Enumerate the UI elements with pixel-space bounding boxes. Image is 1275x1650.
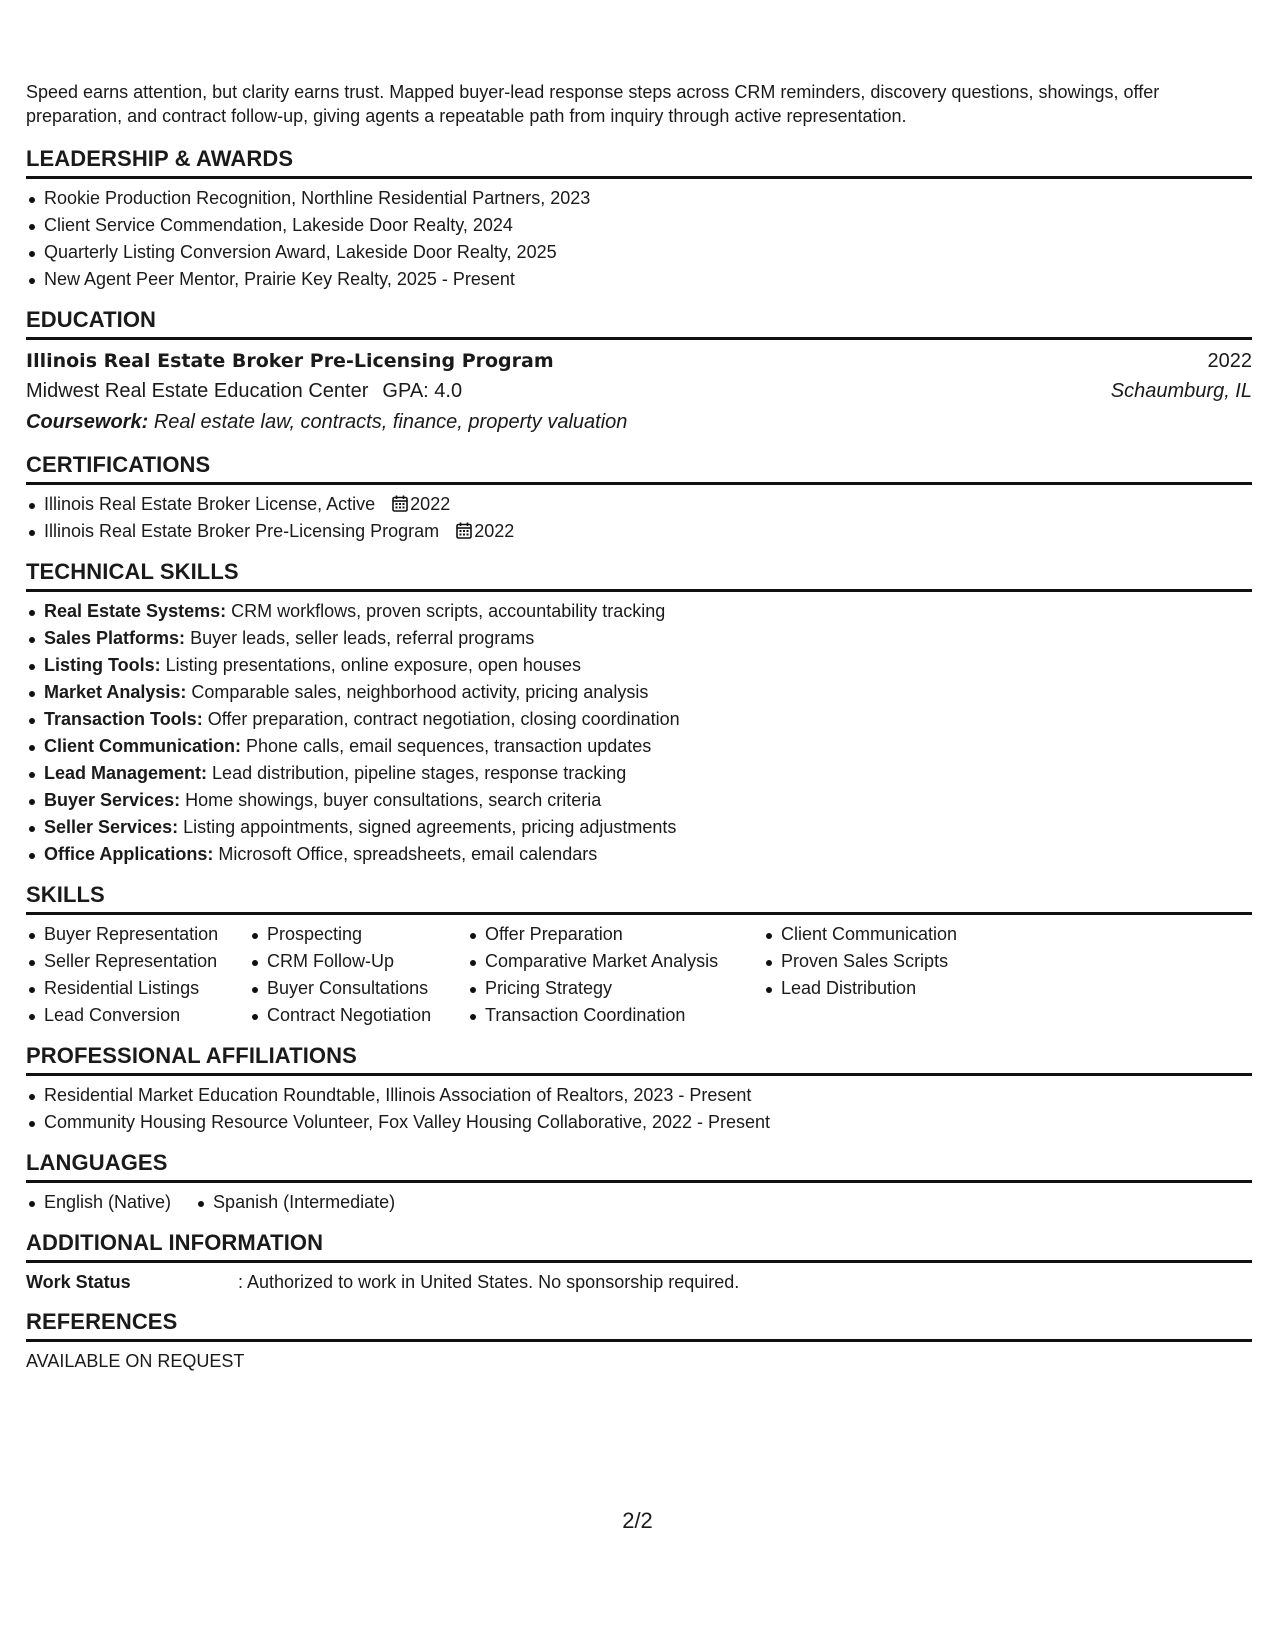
list-item: Contract Negotiation — [267, 1002, 467, 1029]
skill-value: Buyer leads, seller leads, referral programs — [190, 628, 535, 648]
skill-value: Home showings, buyer consultations, search criteria — [185, 790, 602, 810]
list-item: Proven Sales Scripts — [781, 948, 1081, 975]
skill-value: Comparable sales, neighborhood activity, pricing analysis — [191, 682, 649, 702]
education-coursework — [26, 406, 1252, 438]
list-item: Client Service Commendation, Lakeside Door Realty, 2024 — [44, 212, 1252, 239]
section-title: LANGUAGES — [26, 1150, 1252, 1183]
education-gpa: GPA: 4.0 — [382, 380, 463, 402]
list-item: Residential Listings — [44, 975, 249, 1002]
affiliations-section — [26, 1043, 1252, 1136]
list-item — [44, 518, 1252, 545]
skill-label: Transaction Tools: — [44, 709, 203, 729]
section-title: SKILLS — [26, 882, 1252, 915]
list-item — [44, 679, 1252, 706]
skill-label: Office Applications: — [44, 844, 214, 864]
section-title: EDUCATION — [26, 307, 1252, 340]
section-title: ADDITIONAL INFORMATION — [26, 1230, 1252, 1263]
references-text: AVAILABLE ON REQUEST — [26, 1351, 245, 1371]
skill-label: Buyer Services: — [44, 790, 181, 810]
education-school-line — [26, 376, 462, 406]
certification-name: Illinois Real Estate Broker Pre-Licensing Program — [44, 521, 440, 541]
list-item: Quarterly Listing Conversion Award, Lakeside Door Realty, 2025 — [44, 239, 1252, 266]
list-item: New Agent Peer Mentor, Prairie Key Realty, 2025 - Present — [44, 266, 1252, 293]
skill-value: Offer preparation, contract negotiation, closing coordination — [207, 709, 680, 729]
languages-section — [26, 1150, 1252, 1216]
skill-label: Seller Services: — [44, 817, 179, 837]
list-item — [44, 625, 1252, 652]
education-school-row — [26, 376, 1252, 406]
list-item: Comparative Market Analysis — [485, 948, 763, 975]
skills-column — [467, 921, 763, 1029]
info-row — [26, 1269, 1252, 1295]
list-item — [44, 733, 1252, 760]
certification-year: 2022 — [474, 521, 515, 541]
skill-value: Phone calls, email sequences, transaction updates — [246, 736, 652, 756]
section-title: TECHNICAL SKILLS — [26, 559, 1252, 592]
section-title: CERTIFICATIONS — [26, 452, 1252, 485]
page-number: 2/2 — [622, 1508, 653, 1533]
list-item — [44, 841, 1252, 868]
list-item — [44, 706, 1252, 733]
skill-label: Sales Platforms: — [44, 628, 186, 648]
certifications-section — [26, 452, 1252, 545]
summary-text: Speed earns attention, but clarity earns trust. Mapped buyer-lead response steps across CRM reminders, discovery questions, showings, offer preparation, and contract follow-up, giving agents a repeatable path from inquiry through active representation. — [26, 82, 1160, 126]
skills-column — [763, 921, 1081, 1029]
list-item: Community Housing Resource Volunteer, Fox Valley Housing Collaborative, 2022 - Present — [44, 1109, 1252, 1136]
skills-column — [26, 921, 249, 1029]
list-item: CRM Follow-Up — [267, 948, 467, 975]
skill-value: Lead distribution, pipeline stages, response tracking — [212, 763, 627, 783]
list-item: Prospecting — [267, 921, 467, 948]
education-degree: Illinois Real Estate Broker Pre-Licensing Program — [26, 350, 554, 372]
education-year: 2022 — [1207, 350, 1252, 372]
skills-columns — [26, 921, 1252, 1029]
coursework-label: Coursework: — [26, 411, 149, 433]
education-school: Midwest Real Estate Education Center — [26, 380, 369, 402]
list-item — [44, 814, 1252, 841]
technical-skills-section — [26, 559, 1252, 868]
technical-skills-list — [26, 598, 1252, 868]
list-item: Offer Preparation — [485, 921, 763, 948]
list-item: Spanish (Intermediate) — [213, 1189, 395, 1216]
list-item: Residential Market Education Roundtable, Illinois Association of Realtors, 2023 - Present — [44, 1082, 1252, 1109]
skill-label: Listing Tools: — [44, 655, 161, 675]
skill-value: CRM workflows, proven scripts, accountability tracking — [231, 601, 666, 621]
section-title: REFERENCES — [26, 1309, 1252, 1342]
section-title: LEADERSHIP & AWARDS — [26, 146, 1252, 179]
skill-label: Real Estate Systems: — [44, 601, 227, 621]
certification-name: Illinois Real Estate Broker License, Active — [44, 494, 376, 514]
education-header-row — [26, 346, 1252, 376]
certifications-list — [26, 491, 1252, 545]
info-value: : Authorized to work in United States. No sponsorship required. — [238, 1272, 740, 1292]
list-item: Rookie Production Recognition, Northline Residential Partners, 2023 — [44, 185, 1252, 212]
list-item: Buyer Consultations — [267, 975, 467, 1002]
list-item — [44, 787, 1252, 814]
leadership-list — [26, 185, 1252, 293]
certification-year: 2022 — [410, 494, 451, 514]
skills-section — [26, 882, 1252, 1029]
list-item — [44, 652, 1252, 679]
list-item — [44, 491, 1252, 518]
list-item: Lead Distribution — [781, 975, 1081, 1002]
skill-label: Market Analysis: — [44, 682, 187, 702]
leadership-section — [26, 146, 1252, 293]
list-item: Lead Conversion — [44, 1002, 249, 1029]
skills-column — [249, 921, 467, 1029]
skill-value: Listing appointments, signed agreements, pricing adjustments — [183, 817, 677, 837]
list-item — [44, 760, 1252, 787]
education-section — [26, 307, 1252, 438]
list-item — [44, 598, 1252, 625]
list-item: Client Communication — [781, 921, 1081, 948]
references-section — [26, 1309, 1252, 1374]
skill-value: Listing presentations, online exposure, open houses — [165, 655, 581, 675]
section-title: PROFESSIONAL AFFILIATIONS — [26, 1043, 1252, 1076]
skill-label: Lead Management: — [44, 763, 208, 783]
skill-value: Microsoft Office, spreadsheets, email calendars — [218, 844, 598, 864]
info-key: Work Status — [26, 1272, 131, 1292]
coursework-value: Real estate law, contracts, finance, property valuation — [153, 411, 628, 433]
languages-list — [26, 1189, 1252, 1216]
list-item: Seller Representation — [44, 948, 249, 975]
list-item: English (Native) — [44, 1189, 171, 1216]
affiliations-list — [26, 1082, 1252, 1136]
list-item: Buyer Representation — [44, 921, 249, 948]
additional-info-section — [26, 1230, 1252, 1295]
calendar-icon — [392, 495, 408, 512]
education-location: Schaumburg, IL — [1110, 380, 1252, 402]
calendar-icon — [456, 522, 472, 539]
list-item: Transaction Coordination — [485, 1002, 763, 1029]
list-item: Pricing Strategy — [485, 975, 763, 1002]
skill-label: Client Communication: — [44, 736, 241, 756]
resume-page — [26, 80, 1252, 1388]
